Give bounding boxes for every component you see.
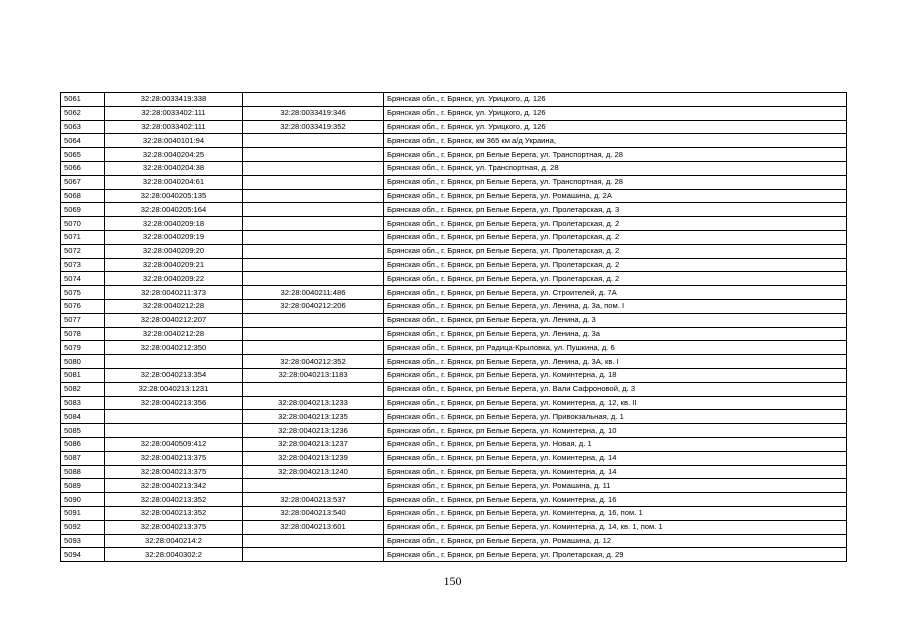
land-cadastral-number-cell: 32:28:0040213:1231 <box>105 382 243 396</box>
address-cell: Брянская обл., г. Брянск, ул. Транспортная, д. 28 <box>384 161 847 175</box>
table-row <box>61 506 847 520</box>
address-cell: Брянская обл., г. Брянск, км 365 км а/д Украина, <box>384 134 847 148</box>
land-cadastral-number-cell: 32:28:0033402:111 <box>105 106 243 120</box>
land-cadastral-number-cell: 32:28:0040213:342 <box>105 479 243 493</box>
address-cell: Брянская обл., г. Брянск, рп Белые Берега, ул. Пролетарская, д. 2 <box>384 230 847 244</box>
table-row <box>61 203 847 217</box>
object-cadastral-number-cell: 32:28:0040213:1236 <box>243 424 384 438</box>
address-cell: Брянская обл., г. Брянск, рп Белые Берега, ул. Новая, д. 1 <box>384 437 847 451</box>
land-cadastral-number-cell: 32:28:0040209:19 <box>105 230 243 244</box>
row-number-cell: 5094 <box>61 548 105 562</box>
land-cadastral-number-cell: 32:28:0040213:375 <box>105 520 243 534</box>
object-cadastral-number-cell <box>243 382 384 396</box>
table-row <box>61 286 847 300</box>
address-cell: Брянская обл., г. Брянск, рп Белые Берега, ул. Коминтерна, д. 16, пом. 1 <box>384 506 847 520</box>
table-row <box>61 272 847 286</box>
table-row <box>61 396 847 410</box>
land-cadastral-number-cell: 32:28:0040212:28 <box>105 327 243 341</box>
table-row <box>61 465 847 479</box>
row-number-cell: 5061 <box>61 93 105 107</box>
object-cadastral-number-cell: 32:28:0040213:540 <box>243 506 384 520</box>
object-cadastral-number-cell <box>243 548 384 562</box>
object-cadastral-number-cell: 32:28:0040213:1233 <box>243 396 384 410</box>
address-cell: Брянская обл., г. Брянск, рп Белые Берега, ул. Коминтерна, д. 16 <box>384 493 847 507</box>
address-cell: Брянская обл., г. Брянск, рп Белые Берега, ул. Коминтерна, д. 18 <box>384 368 847 382</box>
row-number-cell: 5064 <box>61 134 105 148</box>
row-number-cell: 5073 <box>61 258 105 272</box>
address-cell: Брянская обл., г. Брянск, рп Белые Берега, ул. Пролетарская, д. 2 <box>384 217 847 231</box>
object-cadastral-number-cell <box>243 134 384 148</box>
object-cadastral-number-cell <box>243 341 384 355</box>
land-cadastral-number-cell: 32:28:0033419:338 <box>105 93 243 107</box>
land-cadastral-number-cell: 32:28:0040101:94 <box>105 134 243 148</box>
address-cell: Брянская обл., г. Брянск, ул. Урицкого, д. 126 <box>384 120 847 134</box>
row-number-cell: 5072 <box>61 244 105 258</box>
object-cadastral-number-cell <box>243 534 384 548</box>
object-cadastral-number-cell: 32:28:0040212:206 <box>243 299 384 313</box>
address-cell: Брянская обл., г. Брянск, рп Белые Берега, ул. Пролетарская, д. 2 <box>384 272 847 286</box>
row-number-cell: 5093 <box>61 534 105 548</box>
object-cadastral-number-cell: 32:28:0040213:1237 <box>243 437 384 451</box>
address-cell: Брянская обл., г. Брянск, рп Белые Берега, ул. Ромашина, д. 2А <box>384 189 847 203</box>
row-number-cell: 5086 <box>61 437 105 451</box>
object-cadastral-number-cell: 32:28:0040211:486 <box>243 286 384 300</box>
address-cell: Брянская обл., г. Брянск, рп Белые Берега, ул. Коминтерна, д. 14, кв. 1, пом. 1 <box>384 520 847 534</box>
row-number-cell: 5074 <box>61 272 105 286</box>
land-cadastral-number-cell: 32:28:0040212:28 <box>105 299 243 313</box>
land-cadastral-number-cell: 32:28:0040204:61 <box>105 175 243 189</box>
land-cadastral-number-cell <box>105 355 243 369</box>
table-row <box>61 189 847 203</box>
row-number-cell: 5068 <box>61 189 105 203</box>
address-cell: Брянская обл., г. Брянск, рп Белые Берега, ул. Коминтерна, д. 10 <box>384 424 847 438</box>
row-number-cell: 5076 <box>61 299 105 313</box>
object-cadastral-number-cell: 32:28:0040213:1235 <box>243 410 384 424</box>
row-number-cell: 5079 <box>61 341 105 355</box>
row-number-cell: 5084 <box>61 410 105 424</box>
property-register-table <box>60 92 847 562</box>
address-cell: Брянская обл., г. Брянск, рп Радица-Крыловка, ул. Пушкина, д. 6 <box>384 341 847 355</box>
object-cadastral-number-cell <box>243 148 384 162</box>
row-number-cell: 5065 <box>61 148 105 162</box>
land-cadastral-number-cell: 32:28:0040213:375 <box>105 465 243 479</box>
table-row <box>61 134 847 148</box>
land-cadastral-number-cell: 32:28:0040214:2 <box>105 534 243 548</box>
address-cell: Брянская обл., г. Брянск, рп Белые Берега, ул. Ромашина, д. 11 <box>384 479 847 493</box>
object-cadastral-number-cell <box>243 258 384 272</box>
table-row <box>61 548 847 562</box>
page-number: 150 <box>443 574 462 588</box>
row-number-cell: 5083 <box>61 396 105 410</box>
land-cadastral-number-cell: 32:28:0040211:373 <box>105 286 243 300</box>
address-cell: Брянская обл., г. Брянск, рп Белые Берега, ул. Ленина, д. 3а, пом. I <box>384 299 847 313</box>
address-cell: Брянская обл., г. Брянск, рп Белые Берега, ул. Пролетарская, д. 2 <box>384 244 847 258</box>
land-cadastral-number-cell: 32:28:0040213:375 <box>105 451 243 465</box>
address-cell: Брянская обл., г. Брянск, рп Белые Берега, ул. Строителей, д. 7А <box>384 286 847 300</box>
address-cell: Брянская обл., г. Брянск, рп Белые Берега, ул. Вали Сафроновой, д. 3 <box>384 382 847 396</box>
table-row <box>61 244 847 258</box>
land-cadastral-number-cell: 32:28:0040209:20 <box>105 244 243 258</box>
address-cell: Брянская обл., г. Брянск, рп Белые Берега, ул. Коминтерна, д. 14 <box>384 465 847 479</box>
row-number-cell: 5063 <box>61 120 105 134</box>
address-cell: Брянская обл., г. Брянск, рп Белые Берега, ул. Пролетарская, д. 2 <box>384 258 847 272</box>
row-number-cell: 5080 <box>61 355 105 369</box>
land-cadastral-number-cell: 32:28:0040204:38 <box>105 161 243 175</box>
table-row <box>61 175 847 189</box>
row-number-cell: 5092 <box>61 520 105 534</box>
table-row <box>61 479 847 493</box>
table-row <box>61 424 847 438</box>
address-cell: Брянская обл., г. Брянск, рп Белые Берега, ул. Ромашина, д. 12 <box>384 534 847 548</box>
row-number-cell: 5069 <box>61 203 105 217</box>
table-row <box>61 368 847 382</box>
address-cell: Брянская обл., г. Брянск, рп Белые Берега, ул. Транспортная, д. 28 <box>384 148 847 162</box>
land-cadastral-number-cell: 32:28:0040213:354 <box>105 368 243 382</box>
land-cadastral-number-cell: 32:28:0040205:164 <box>105 203 243 217</box>
land-cadastral-number-cell: 32:28:0040209:22 <box>105 272 243 286</box>
object-cadastral-number-cell <box>243 272 384 286</box>
row-number-cell: 5077 <box>61 313 105 327</box>
table-row <box>61 327 847 341</box>
row-number-cell: 5082 <box>61 382 105 396</box>
object-cadastral-number-cell <box>243 244 384 258</box>
address-cell: Брянская обл., г. Брянск, рп Белые Берега, ул. Транспортная, д. 28 <box>384 175 847 189</box>
table-row <box>61 106 847 120</box>
land-cadastral-number-cell: 32:28:0040204:25 <box>105 148 243 162</box>
address-cell: Брянская обл., г. Брянск, рп Белые Берега, ул. Ленина, д. 3А, кв. I <box>384 355 847 369</box>
object-cadastral-number-cell <box>243 479 384 493</box>
land-cadastral-number-cell: 32:28:0040213:352 <box>105 493 243 507</box>
object-cadastral-number-cell <box>243 313 384 327</box>
row-number-cell: 5087 <box>61 451 105 465</box>
table-row <box>61 161 847 175</box>
table-row <box>61 410 847 424</box>
table-row <box>61 534 847 548</box>
row-number-cell: 5062 <box>61 106 105 120</box>
object-cadastral-number-cell: 32:28:0033419:352 <box>243 120 384 134</box>
table-row <box>61 382 847 396</box>
table-row <box>61 451 847 465</box>
table-row <box>61 258 847 272</box>
table-row <box>61 148 847 162</box>
address-cell: Брянская обл., г. Брянск, рп Белые Берега, ул. Пролетарская, д. 29 <box>384 548 847 562</box>
address-cell: Брянская обл., г. Брянск, ул. Урицкого, д. 126 <box>384 93 847 107</box>
row-number-cell: 5089 <box>61 479 105 493</box>
object-cadastral-number-cell <box>243 327 384 341</box>
object-cadastral-number-cell <box>243 161 384 175</box>
land-cadastral-number-cell: 32:28:0040209:18 <box>105 217 243 231</box>
row-number-cell: 5085 <box>61 424 105 438</box>
object-cadastral-number-cell: 32:28:0040213:1183 <box>243 368 384 382</box>
object-cadastral-number-cell <box>243 189 384 203</box>
land-cadastral-number-cell: 32:28:0040205:135 <box>105 189 243 203</box>
land-cadastral-number-cell: 32:28:0040212:350 <box>105 341 243 355</box>
row-number-cell: 5088 <box>61 465 105 479</box>
table-row <box>61 493 847 507</box>
row-number-cell: 5075 <box>61 286 105 300</box>
land-cadastral-number-cell <box>105 410 243 424</box>
table-row <box>61 520 847 534</box>
row-number-cell: 5090 <box>61 493 105 507</box>
object-cadastral-number-cell <box>243 175 384 189</box>
object-cadastral-number-cell <box>243 217 384 231</box>
address-cell: Брянская обл., г. Брянск, рп Белые Берега, ул. Ленина, д. 3а <box>384 327 847 341</box>
row-number-cell: 5091 <box>61 506 105 520</box>
row-number-cell: 5070 <box>61 217 105 231</box>
land-cadastral-number-cell: 32:28:0040302:2 <box>105 548 243 562</box>
land-cadastral-number-cell <box>105 424 243 438</box>
object-cadastral-number-cell: 32:28:0040213:1239 <box>243 451 384 465</box>
table-row <box>61 341 847 355</box>
object-cadastral-number-cell: 32:28:0040213:601 <box>243 520 384 534</box>
address-cell: Брянская обл., г. Брянск, рп Белые Берега, ул. Пролетарская, д. 3 <box>384 203 847 217</box>
table-row <box>61 313 847 327</box>
row-number-cell: 5071 <box>61 230 105 244</box>
table-row <box>61 230 847 244</box>
object-cadastral-number-cell <box>243 93 384 107</box>
table-row <box>61 217 847 231</box>
row-number-cell: 5078 <box>61 327 105 341</box>
address-cell: Брянская обл., г. Брянск, рп Белые Берега, ул. Коминтерна, д. 14 <box>384 451 847 465</box>
table-row <box>61 437 847 451</box>
object-cadastral-number-cell: 32:28:0040213:1240 <box>243 465 384 479</box>
table-row <box>61 120 847 134</box>
table-row <box>61 93 847 107</box>
table-row <box>61 355 847 369</box>
row-number-cell: 5067 <box>61 175 105 189</box>
land-cadastral-number-cell: 32:28:0033402:111 <box>105 120 243 134</box>
address-cell: Брянская обл., г. Брянск, рп Белые Берега, ул. Ленина, д. 3 <box>384 313 847 327</box>
object-cadastral-number-cell: 32:28:0040213:537 <box>243 493 384 507</box>
object-cadastral-number-cell <box>243 230 384 244</box>
land-cadastral-number-cell: 32:28:0040509:412 <box>105 437 243 451</box>
address-cell: Брянская обл., г. Брянск, рп Белые Берега, ул. Привокзальная, д. 1 <box>384 410 847 424</box>
object-cadastral-number-cell <box>243 203 384 217</box>
table-row <box>61 299 847 313</box>
row-number-cell: 5081 <box>61 368 105 382</box>
address-cell: Брянская обл., г. Брянск, рп Белые Берега, ул. Коминтерна, д. 12, кв. II <box>384 396 847 410</box>
land-cadastral-number-cell: 32:28:0040209:21 <box>105 258 243 272</box>
land-cadastral-number-cell: 32:28:0040213:356 <box>105 396 243 410</box>
address-cell: Брянская обл., г. Брянск, ул. Урицкого, д. 126 <box>384 106 847 120</box>
land-cadastral-number-cell: 32:28:0040212:207 <box>105 313 243 327</box>
object-cadastral-number-cell: 32:28:0033419:346 <box>243 106 384 120</box>
row-number-cell: 5066 <box>61 161 105 175</box>
table-body <box>61 93 847 562</box>
object-cadastral-number-cell: 32:28:0040212:352 <box>243 355 384 369</box>
land-cadastral-number-cell: 32:28:0040213:352 <box>105 506 243 520</box>
